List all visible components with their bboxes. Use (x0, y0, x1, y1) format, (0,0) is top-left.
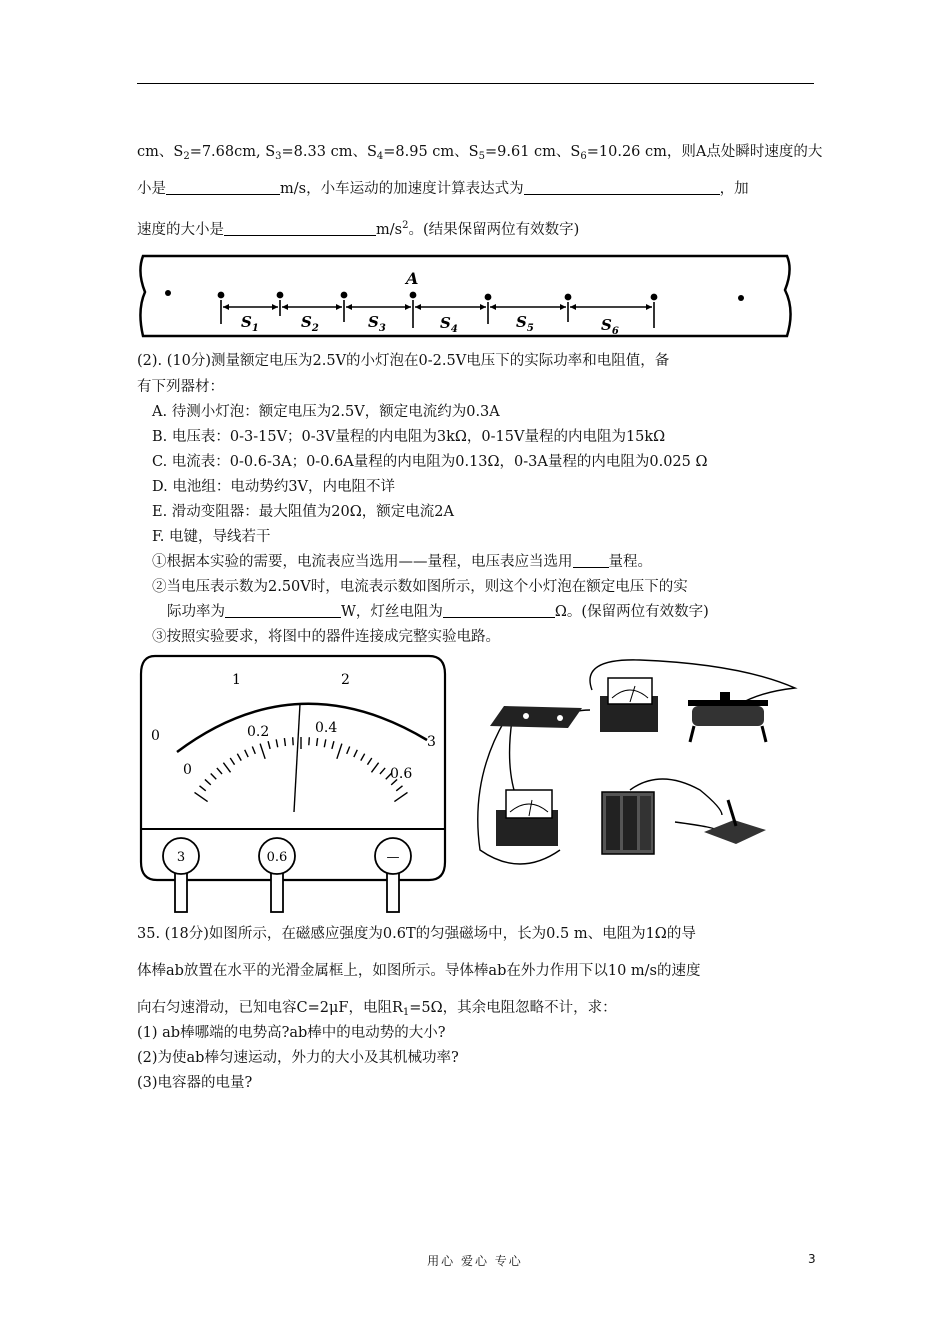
meter-tick (394, 792, 407, 801)
scale3-label-0: 0 (151, 728, 160, 744)
scale06-label-02: 0.2 (247, 724, 270, 740)
ammeter-figure (137, 652, 449, 914)
acceleration-blank[interactable] (224, 221, 376, 236)
meter-tick (293, 737, 294, 745)
page-number: 3 (808, 1252, 816, 1266)
q2-item-b: B. 电压表：0-3-15V；0-3V量程的内电阻为3kΩ，0-15V量程的内电阻为15kΩ (152, 429, 666, 445)
point-a-label: A (406, 269, 419, 288)
meter-tick (337, 744, 342, 759)
meter-tick (217, 768, 222, 774)
q35-line2: 体棒ab放置在水平的光滑金属框上，如图所示。导体棒ab在外力作用下以10 m/s的速度 (137, 963, 701, 979)
q35-line3: 向右匀速滑动，已知电容C=2μF，电阻$R_1=5\Omega$，其余电阻忽略不计，求： (137, 1000, 617, 1018)
meter-tick (396, 786, 402, 791)
q2-item-f: F. 电键，导线若干 (152, 529, 271, 545)
rheostat-icon (688, 692, 768, 742)
meter-tick (245, 750, 248, 757)
tape-text-line3: 速度的大小是 $m/s^2$。(结果保留两位有效数字) (137, 220, 580, 238)
meter-tick (309, 737, 310, 745)
power-blank[interactable] (225, 603, 341, 618)
q2-sub2-line2: 际功率为 W，灯丝电阻为 Ω。(保留两位有效数字) (167, 604, 709, 620)
lamp-board-icon (490, 706, 582, 728)
q2-sub3: ③按照实验要求，将图中的器件连接成完整实验电路。 (152, 629, 500, 645)
meter-tick (380, 768, 385, 774)
acceleration-expression-blank[interactable] (524, 180, 720, 195)
velocity-blank[interactable] (166, 180, 280, 195)
terminal-3: 3 (176, 850, 186, 865)
meter-tick (367, 758, 371, 765)
ammeter-needle (294, 704, 300, 812)
meter-tick (230, 758, 234, 765)
meter-tick (211, 773, 217, 779)
s3-label: $S_3$ (368, 313, 386, 334)
resistance-blank[interactable] (443, 603, 555, 618)
meter-tick (199, 786, 205, 791)
scale06-label-04: 0.4 (315, 720, 338, 736)
scale3-label-1: 1 (232, 672, 241, 688)
header-rule (137, 83, 814, 84)
s6-label: $S_6$ (601, 316, 619, 337)
meter-tick (252, 746, 255, 753)
q2-item-d: D. 电池组：电动势约3V，内电阻不详 (152, 479, 396, 495)
q35-line1: 35. (18分)如图所示，在磁感应强度为0.6T的匀强磁场中，长为0.5 m、电阻为1Ω的导 (137, 926, 696, 942)
circuit-apparatus-figure (460, 650, 805, 882)
terminal-negative: — (386, 850, 400, 865)
footer-motto: 用心 爱心 专心 (427, 1254, 523, 1268)
meter-tick (361, 754, 365, 761)
scale3-label-3: 3 (427, 734, 436, 750)
meter-tick (347, 746, 350, 753)
s2-label: $S_2$ (301, 313, 319, 334)
tape-text-line2: 小是 m/s，小车运动的加速度计算表达式为 ，加 (137, 181, 749, 197)
q35-part2: (2)为使ab棒匀速运动，外力的大小及其机械功率? (137, 1050, 459, 1066)
tape-text-line1: cm、$S_2=7.68cm$, $S_3=8.33$ cm、$S_4=8.95$ cm、$S_5=9.61$ cm、$S_6=10.26$ cm，则A点处瞬时速度的大 (137, 144, 823, 162)
ammeter-icon (496, 790, 558, 846)
switch-icon (704, 800, 766, 844)
q35-part1: (1) ab棒哪端的电势高?ab棒中的电动势的大小? (137, 1025, 446, 1041)
scale3-label-2: 2 (341, 672, 350, 688)
meter-tick (276, 739, 278, 747)
s1-label: $S_1$ (241, 313, 259, 334)
q2-intro-line1: (2). (10分)测量额定电压为2.5V的小灯泡在0-2.5V电压下的实际功率和电阻值，备 (137, 353, 670, 369)
meter-tick (195, 792, 208, 801)
meter-tick (223, 763, 230, 773)
meter-tick (354, 750, 357, 757)
q2-sub1: ①根据本实验的需要，电流表应当选用——量程，电压表应当选用 量程。 (152, 554, 652, 570)
meter-tick (284, 738, 285, 746)
s4-label: $S_4$ (440, 314, 458, 335)
meter-tick (237, 754, 241, 761)
s5-label: $S_5$ (516, 313, 534, 334)
meter-tick (317, 738, 318, 746)
ticker-tape-figure (135, 250, 795, 342)
q2-item-e: E. 滑动变阻器：最大阻值为20Ω，额定电流2A (152, 504, 454, 520)
q2-sub2-line1: ②当电压表示数为2.50V时，电流表示数如图所示，则这个小灯泡在额定电压下的实 (152, 579, 688, 595)
meter-tick (324, 739, 326, 747)
voltmeter-icon (600, 678, 658, 732)
voltmeter-range-blank[interactable] (573, 553, 609, 568)
scale06-label-0: 0 (183, 762, 192, 778)
q2-item-c: C. 电流表：0-0.6-3A；0-0.6A量程的内电阻为0.13Ω，0-3A量程的内电阻为0.025 Ω (152, 454, 708, 470)
meter-tick (260, 744, 265, 759)
meter-tick (205, 779, 211, 784)
meter-tick (268, 741, 270, 749)
terminal-06: 0.6 (266, 850, 288, 865)
q2-intro-line2: 有下列器材： (137, 379, 224, 395)
q35-part3: (3)电容器的电量? (137, 1075, 253, 1091)
meter-tick (371, 763, 378, 773)
q2-item-a: A. 待测小灯泡：额定电压为2.5V，额定电流约为0.3A (152, 404, 500, 420)
battery-icon (602, 792, 654, 854)
scale06-label-06: 0.6 (390, 766, 413, 782)
meter-tick (332, 741, 334, 749)
